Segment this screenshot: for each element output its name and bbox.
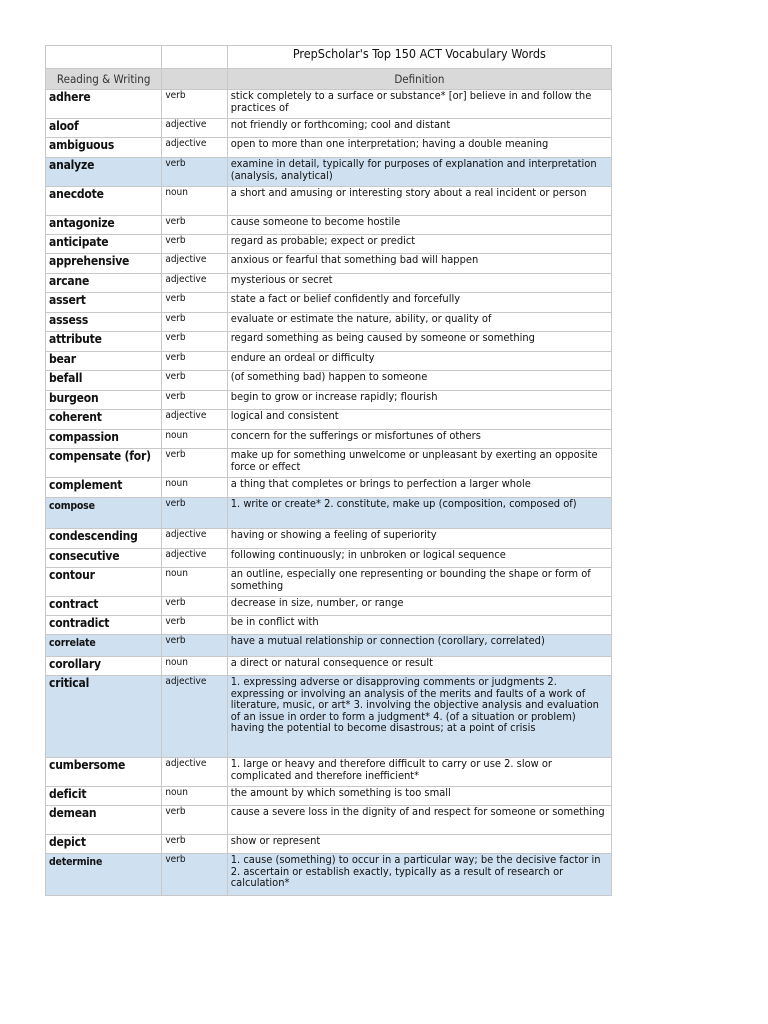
table-row <box>46 616 612 635</box>
definition: an outline, especially one representing or bounding the shape or form of something <box>227 568 611 597</box>
vocab-word: anticipate <box>46 235 162 254</box>
header-pos <box>162 69 227 90</box>
part-of-speech: verb <box>162 806 227 835</box>
table-row <box>46 549 612 568</box>
part-of-speech: verb <box>162 293 227 313</box>
table-row <box>46 293 612 313</box>
definition: concern for the sufferings or misfortunes of others <box>227 430 611 449</box>
part-of-speech: verb <box>162 597 227 616</box>
vocab-word: aloof <box>46 119 162 138</box>
definition: be in conflict with <box>227 616 611 635</box>
part-of-speech: adjective <box>162 529 227 549</box>
definition: anxious or fearful that something bad will happen <box>227 254 611 274</box>
vocab-word: compose <box>46 498 162 529</box>
table-row <box>46 806 612 835</box>
definition: mysterious or secret <box>227 274 611 293</box>
definition: endure an ordeal or difficulty <box>227 352 611 371</box>
table-row <box>46 158 612 187</box>
vocab-word: arcane <box>46 274 162 293</box>
part-of-speech: verb <box>162 498 227 529</box>
definition: 1. cause (something) to occur in a particular way; be the decisive factor in 2. ascertain or establish exactly, typically as a result of research or calculation* <box>227 854 611 896</box>
definition: regard something as being caused by someone or something <box>227 332 611 352</box>
table-row <box>46 410 612 430</box>
part-of-speech: noun <box>162 187 227 216</box>
vocab-word: befall <box>46 371 162 391</box>
vocab-word: contract <box>46 597 162 616</box>
part-of-speech: adjective <box>162 676 227 758</box>
part-of-speech: verb <box>162 90 227 119</box>
definition: state a fact or belief confidently and forcefully <box>227 293 611 313</box>
page-title: PrepScholar's Top 150 ACT Vocabulary Words <box>227 46 611 69</box>
table-row <box>46 90 612 119</box>
definition: examine in detail, typically for purposes of explanation and interpretation (analysis, analytical) <box>227 158 611 187</box>
definition: begin to grow or increase rapidly; flourish <box>227 391 611 410</box>
vocabulary-table-body <box>46 46 612 896</box>
table-row <box>46 478 612 498</box>
title-blank-cell <box>162 46 227 69</box>
vocab-word: apprehensive <box>46 254 162 274</box>
definition: not friendly or forthcoming; cool and distant <box>227 119 611 138</box>
definition: 1. expressing adverse or disapproving comments or judgments 2. expressing or involving an analysis of the merits and faults of a work of literature, music, or art* 3. involving the objective analysis and evaluation of an issue in order to form a judgment* 4. (of a situation or problem) having the potential to become disastrous; at a point of crisis <box>227 676 611 758</box>
vocab-word: ambiguous <box>46 138 162 158</box>
part-of-speech: verb <box>162 313 227 332</box>
vocab-word: anecdote <box>46 187 162 216</box>
definition: show or represent <box>227 835 611 854</box>
part-of-speech: verb <box>162 352 227 371</box>
vocab-word: analyze <box>46 158 162 187</box>
definition: open to more than one interpretation; having a double meaning <box>227 138 611 158</box>
table-row <box>46 449 612 478</box>
vocab-word: assess <box>46 313 162 332</box>
table-row <box>46 391 612 410</box>
table-row <box>46 854 612 896</box>
vocab-word: adhere <box>46 90 162 119</box>
table-row <box>46 568 612 597</box>
vocabulary-table <box>45 45 612 896</box>
part-of-speech: adjective <box>162 138 227 158</box>
table-row <box>46 430 612 449</box>
definition: a direct or natural consequence or result <box>227 657 611 676</box>
definition: cause someone to become hostile <box>227 216 611 235</box>
title-blank-cell <box>46 46 162 69</box>
table-row <box>46 635 612 657</box>
part-of-speech: noun <box>162 478 227 498</box>
definition: following continuously; in unbroken or logical sequence <box>227 549 611 568</box>
table-row <box>46 254 612 274</box>
vocab-word: demean <box>46 806 162 835</box>
part-of-speech: verb <box>162 332 227 352</box>
vocab-word: corollary <box>46 657 162 676</box>
header-row <box>46 69 612 90</box>
table-row <box>46 119 612 138</box>
vocab-word: critical <box>46 676 162 758</box>
table-row <box>46 758 612 787</box>
table-row <box>46 657 612 676</box>
part-of-speech: verb <box>162 391 227 410</box>
vocab-word: contradict <box>46 616 162 635</box>
vocab-word: contour <box>46 568 162 597</box>
part-of-speech: noun <box>162 787 227 806</box>
table-row <box>46 676 612 758</box>
vocab-word: determine <box>46 854 162 896</box>
table-row <box>46 313 612 332</box>
part-of-speech: verb <box>162 449 227 478</box>
table-row <box>46 235 612 254</box>
part-of-speech: adjective <box>162 549 227 568</box>
part-of-speech: verb <box>162 216 227 235</box>
part-of-speech: adjective <box>162 119 227 138</box>
definition: decrease in size, number, or range <box>227 597 611 616</box>
part-of-speech: noun <box>162 568 227 597</box>
vocab-word: correlate <box>46 635 162 657</box>
definition: (of something bad) happen to someone <box>227 371 611 391</box>
part-of-speech: noun <box>162 430 227 449</box>
definition: 1. write or create* 2. constitute, make up (composition, composed of) <box>227 498 611 529</box>
definition: stick completely to a surface or substance* [or] believe in and follow the practices of <box>227 90 611 119</box>
part-of-speech: verb <box>162 835 227 854</box>
table-row <box>46 835 612 854</box>
part-of-speech: verb <box>162 854 227 896</box>
table-row <box>46 138 612 158</box>
definition: have a mutual relationship or connection (corollary, correlated) <box>227 635 611 657</box>
header-section: Reading & Writing <box>46 69 162 90</box>
definition: the amount by which something is too small <box>227 787 611 806</box>
vocab-word: assert <box>46 293 162 313</box>
vocab-word: bear <box>46 352 162 371</box>
part-of-speech: adjective <box>162 274 227 293</box>
vocab-word: consecutive <box>46 549 162 568</box>
vocab-word: compassion <box>46 430 162 449</box>
table-row <box>46 787 612 806</box>
part-of-speech: verb <box>162 371 227 391</box>
vocab-word: burgeon <box>46 391 162 410</box>
definition: 1. large or heavy and therefore difficult to carry or use 2. slow or complicated and therefore inefficient* <box>227 758 611 787</box>
part-of-speech: verb <box>162 616 227 635</box>
table-row <box>46 332 612 352</box>
part-of-speech: noun <box>162 657 227 676</box>
vocab-word: condescending <box>46 529 162 549</box>
table-row <box>46 529 612 549</box>
vocab-word: attribute <box>46 332 162 352</box>
table-row <box>46 597 612 616</box>
vocab-word: antagonize <box>46 216 162 235</box>
table-row <box>46 274 612 293</box>
table-row <box>46 187 612 216</box>
definition: make up for something unwelcome or unpleasant by exerting an opposite force or effect <box>227 449 611 478</box>
definition: cause a severe loss in the dignity of and respect for someone or something <box>227 806 611 835</box>
part-of-speech: adjective <box>162 254 227 274</box>
vocab-word: depict <box>46 835 162 854</box>
definition: having or showing a feeling of superiority <box>227 529 611 549</box>
part-of-speech: adjective <box>162 758 227 787</box>
vocab-word: complement <box>46 478 162 498</box>
table-row <box>46 371 612 391</box>
part-of-speech: verb <box>162 235 227 254</box>
vocab-word: cumbersome <box>46 758 162 787</box>
part-of-speech: verb <box>162 158 227 187</box>
table-row <box>46 352 612 371</box>
definition: regard as probable; expect or predict <box>227 235 611 254</box>
vocab-word: compensate (for) <box>46 449 162 478</box>
definition: a thing that completes or brings to perfection a larger whole <box>227 478 611 498</box>
part-of-speech: verb <box>162 635 227 657</box>
part-of-speech: adjective <box>162 410 227 430</box>
vocab-word: coherent <box>46 410 162 430</box>
definition: evaluate or estimate the nature, ability, or quality of <box>227 313 611 332</box>
definition: logical and consistent <box>227 410 611 430</box>
table-row <box>46 498 612 529</box>
title-row <box>46 46 612 69</box>
table-row <box>46 216 612 235</box>
definition: a short and amusing or interesting story about a real incident or person <box>227 187 611 216</box>
vocab-word: deficit <box>46 787 162 806</box>
header-definition: Definition <box>227 69 611 90</box>
